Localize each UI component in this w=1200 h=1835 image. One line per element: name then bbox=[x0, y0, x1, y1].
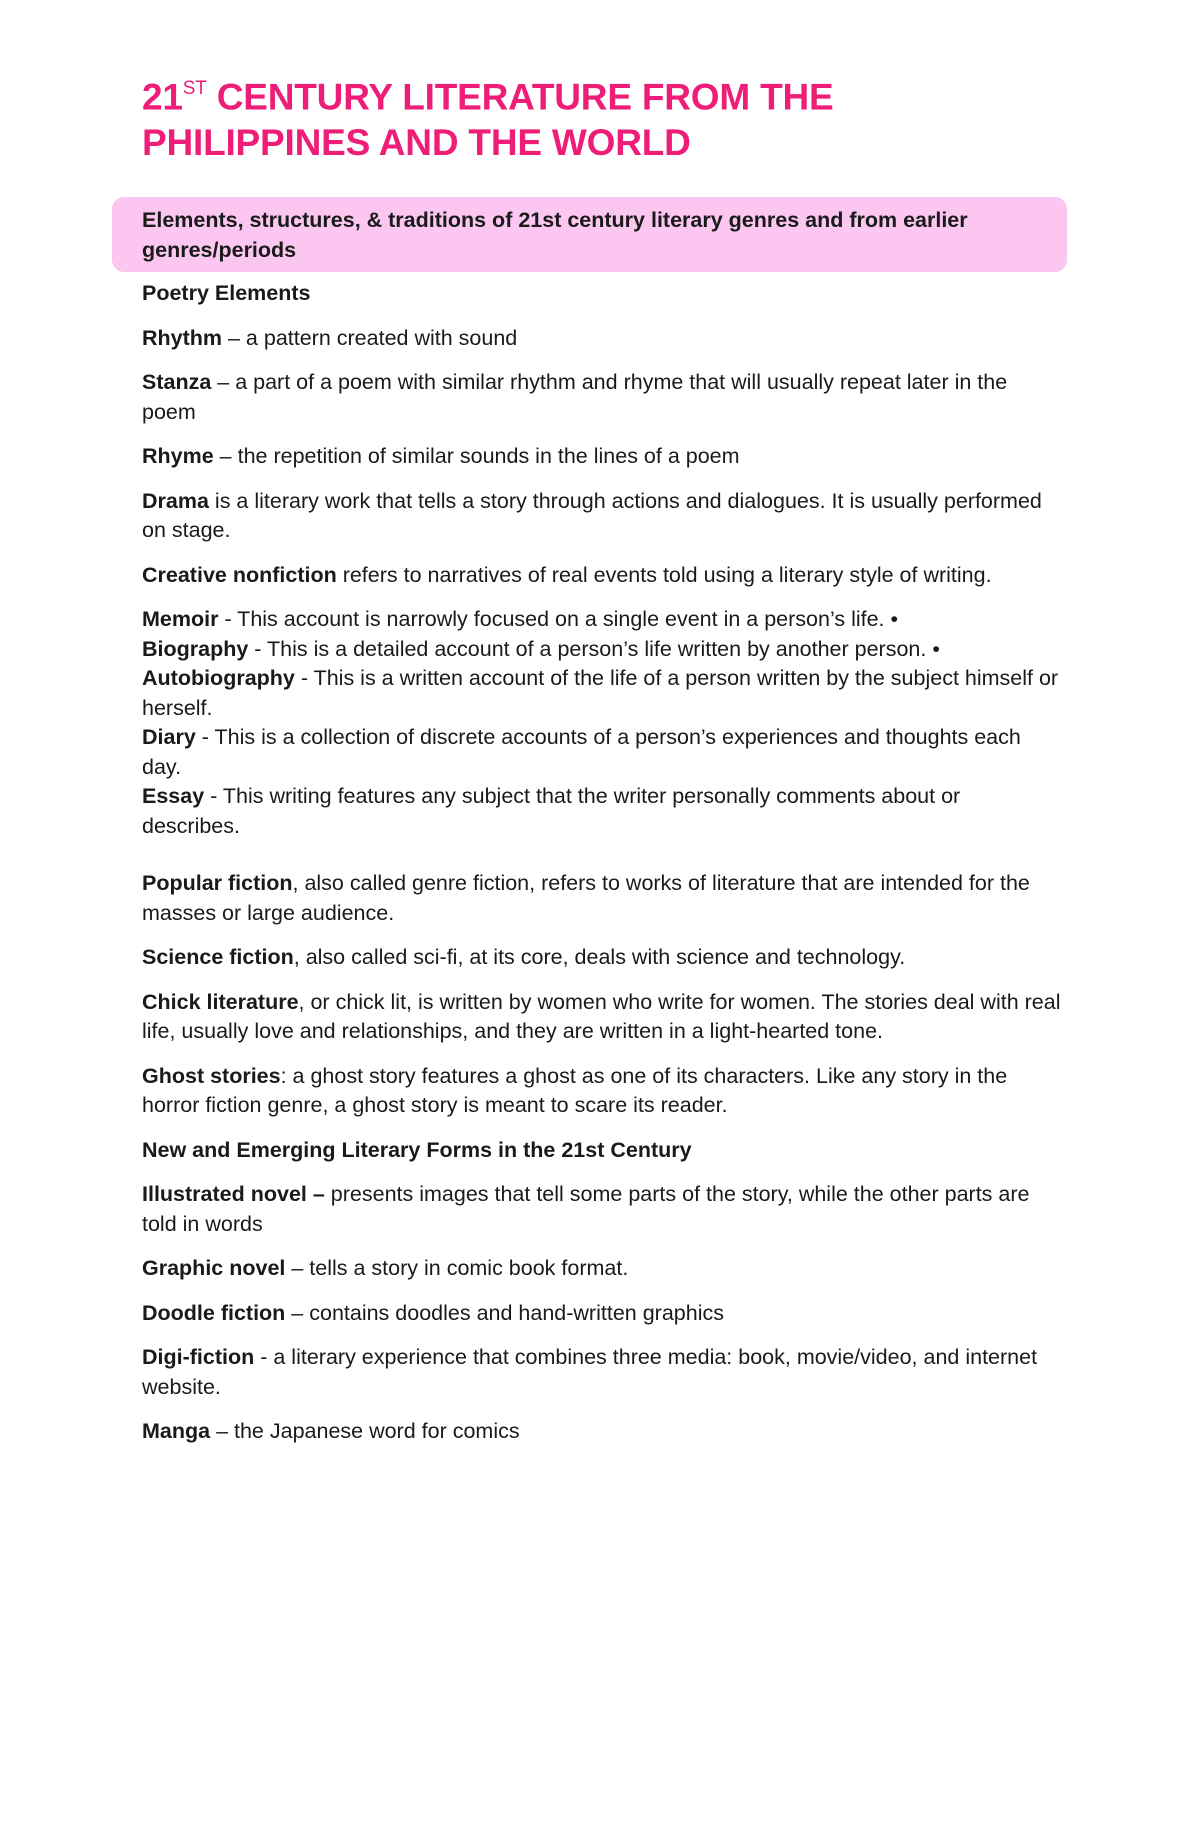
entry-term: Ghost stories bbox=[142, 1063, 281, 1088]
entry-term: Graphic novel bbox=[142, 1256, 286, 1280]
entry-definition: - This is a collection of discrete accounts of a person’s experiences and thoughts each day. bbox=[142, 725, 1021, 779]
entry-definition: , also called genre fiction, refers to works of literature that are intended for the masses or large audience. bbox=[142, 871, 1030, 925]
entry-definition: : a ghost story features a ghost as one of its characters. Like any story in the horror fiction genre, a ghost story is meant to scare its reader. bbox=[142, 1063, 1008, 1117]
emerging-forms-heading: New and Emerging Literary Forms in the 21st Century bbox=[142, 1137, 692, 1162]
entry-term: Drama bbox=[142, 488, 209, 513]
entry-term: Popular fiction bbox=[142, 871, 293, 895]
entry-term: Stanza bbox=[142, 370, 212, 394]
fiction-type-entry bbox=[142, 869, 1062, 928]
definition-entry bbox=[142, 368, 1062, 427]
entry-definition: – the Japanese word for comics bbox=[210, 1419, 520, 1443]
document-body bbox=[142, 279, 1062, 1462]
entry-definition: presents images that tell some parts of the story, while the other parts are told in words bbox=[142, 1182, 1030, 1236]
nonfiction-type-entry bbox=[142, 723, 1062, 782]
entry-definition: – a pattern created with sound bbox=[222, 325, 518, 350]
entry-term: Chick literature bbox=[142, 989, 299, 1014]
entry-term: Science fiction bbox=[142, 945, 294, 969]
entry-term: Illustrated novel – bbox=[142, 1182, 325, 1206]
entry-term: Essay bbox=[142, 784, 205, 808]
literary-form-entry bbox=[142, 1254, 1062, 1284]
entry-definition: , or chick lit, is written by women who write for women. The stories deal with real life, usually love and relationships, and they are written in a light-hearted tone. bbox=[142, 989, 1061, 1043]
entry-definition: , also called sci-fi, at its core, deals with science and technology. bbox=[293, 945, 906, 969]
page-title bbox=[142, 68, 1082, 166]
entry-definition: refers to narratives of real events told using a literary style of writing. bbox=[336, 562, 992, 587]
entry-term: Diary bbox=[142, 725, 196, 749]
entry-definition: is a literary work that tells a story through actions and dialogues. It is usually performed on stage. bbox=[142, 488, 1042, 542]
entry-definition: - This is a detailed account of a person’s life written by another person. • bbox=[248, 636, 940, 661]
literary-form-entry bbox=[142, 1180, 1062, 1239]
entry-term: Rhythm bbox=[142, 325, 223, 350]
entry-definition: - This account is narrowly focused on a single event in a person’s life. • bbox=[218, 607, 899, 631]
entry-definition: – the repetition of similar sounds in the lines of a poem bbox=[213, 444, 740, 468]
entry-definition: – a part of a poem with similar rhythm and rhyme that will usually repeat later in the poem bbox=[142, 370, 1008, 424]
entry-term: Biography bbox=[142, 636, 249, 661]
fiction-type-entry bbox=[142, 988, 1062, 1047]
nonfiction-type-entry bbox=[142, 664, 1062, 723]
title-number: 21 bbox=[142, 76, 183, 118]
nonfiction-type-entry bbox=[142, 635, 1062, 665]
entry-definition: – tells a story in comic book format. bbox=[285, 1256, 629, 1280]
section-banner-text: Elements, structures, & traditions of 21st century literary genres and from earlier genres/periods bbox=[142, 208, 968, 262]
entry-term: Doodle fiction bbox=[142, 1300, 286, 1325]
nonfiction-type-entry bbox=[142, 605, 1062, 635]
literary-form-entry bbox=[142, 1417, 1062, 1447]
entry-term: Rhyme bbox=[142, 444, 214, 468]
fiction-type-entry bbox=[142, 1062, 1062, 1121]
literary-form-entry bbox=[142, 1343, 1062, 1402]
definition-entry bbox=[142, 442, 1062, 472]
title-line1: CENTURY LITERATURE FROM THE bbox=[216, 76, 834, 118]
fiction-type-entry bbox=[142, 943, 1062, 973]
entry-term: Digi-fiction bbox=[142, 1345, 255, 1369]
entry-term: Creative nonfiction bbox=[142, 562, 337, 587]
title-ordinal: ST bbox=[182, 78, 207, 99]
entry-term: Manga bbox=[142, 1419, 211, 1443]
title-line2: PHILIPPINES AND THE WORLD bbox=[142, 122, 691, 164]
nonfiction-type-entry bbox=[142, 782, 1062, 841]
entry-definition: - This is a written account of the life of a person written by the subject himself or herself. bbox=[142, 666, 1059, 720]
definition-entry bbox=[142, 324, 1062, 354]
entry-term: Memoir bbox=[142, 607, 219, 631]
entry-term: Autobiography bbox=[142, 666, 295, 690]
entry-definition: – contains doodles and hand-written graphics bbox=[285, 1300, 724, 1325]
entry-definition: - a literary experience that combines three media: book, movie/video, and internet website. bbox=[142, 1345, 1038, 1399]
entry-definition: - This writing features any subject that the writer personally comments about or describes. bbox=[142, 784, 961, 838]
definition-entry bbox=[142, 561, 1062, 591]
literary-form-entry bbox=[142, 1299, 1062, 1329]
poetry-elements-heading: Poetry Elements bbox=[142, 281, 311, 305]
definition-entry bbox=[142, 487, 1062, 546]
